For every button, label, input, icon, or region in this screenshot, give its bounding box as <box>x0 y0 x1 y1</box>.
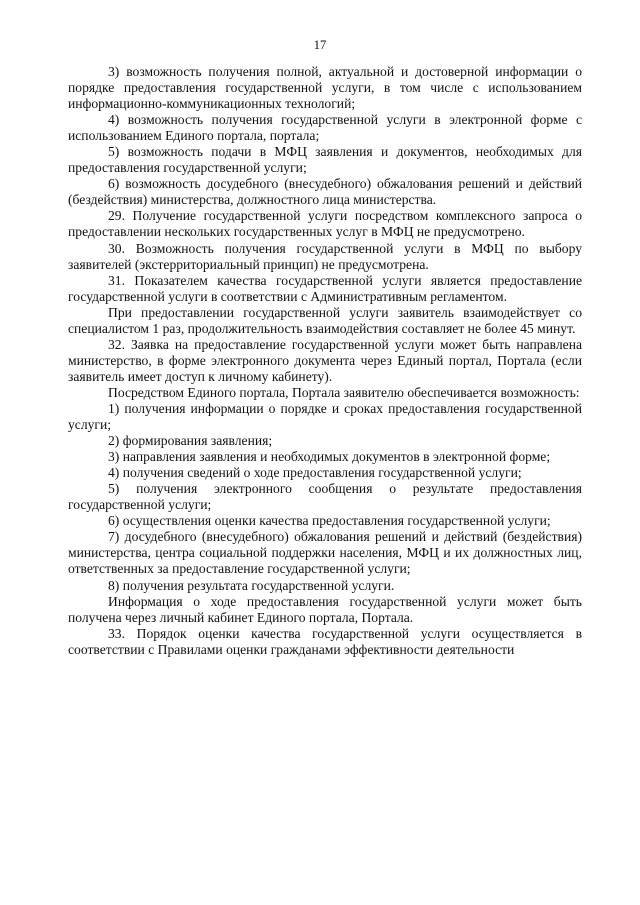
paragraph: 7) досудебного (внесудебного) обжалования решений и действий (бездействия) министерства, центра социальной поддержки населения, МФЦ и их должностных лиц, ответственных за предоставление государственной услуги; <box>68 529 582 577</box>
paragraph: 32. Заявка на предоставление государственной услуги может быть направлена министерство, в форме электронного документа через Единый портал, Портала (если заявитель имеет доступ к личному кабинету). <box>68 336 582 384</box>
paragraph: 5) возможность подачи в МФЦ заявления и документов, необходимых для предоставления государственной услуги; <box>68 144 582 176</box>
paragraph: 3) направления заявления и необходимых документов в электронной форме; <box>108 449 551 465</box>
paragraph: 30. Возможность получения государственной услуги в МФЦ по выбору заявителей (экстерриториальный принцип) не предусмотрена. <box>68 240 582 272</box>
paragraph: 3) возможность получения полной, актуальной и достоверной информации о порядке предоставления государственной услуги, в том числе с использованием информационно-коммуникационных технологий; <box>68 64 582 112</box>
paragraph: 4) получения сведений о ходе предоставления государственной услуги; <box>108 465 522 481</box>
paragraph: 31. Показателем качества государственной услуги является предоставление государственной услуги в соответствии с Административным регламентом. <box>68 272 582 304</box>
paragraph: Информация о ходе предоставления государственной услуги может быть получена через личный кабинет Единого портала, Портала. <box>68 593 582 625</box>
paragraph: Посредством Единого портала, Портала заявителю обеспечивается возможность: <box>108 384 580 400</box>
paragraph: 8) получения результата государственной услуги. <box>108 577 395 593</box>
paragraph: 33. Порядок оценки качества государственной услуги осуществляется в соответствии с Правилами оценки гражданами эффективности деятельности <box>68 625 582 657</box>
paragraph: 6) возможность досудебного (внесудебного) обжалования решений и действий (бездействия) министерства, должностного лица министерства. <box>68 176 582 208</box>
document-body <box>68 64 582 658</box>
paragraph: При предоставлении государственной услуги заявитель взаимодействует со специалистом 1 раз, продолжительность взаимодействия составляет не более 45 минут. <box>68 304 582 336</box>
paragraph: 1) получения информации о порядке и сроках предоставления государственной услуги; <box>68 400 582 433</box>
paragraph: 5) получения электронного сообщения о результате предоставления государственной услуги; <box>68 481 582 513</box>
paragraph: 6) осуществления оценки качества предоставления государственной услуги; <box>108 513 551 529</box>
paragraph: 2) формирования заявления; <box>108 433 273 449</box>
paragraph: 4) возможность получения государственной услуги в электронной форме с использованием Единого портала, портала; <box>68 112 582 144</box>
page-number: 17 <box>313 38 327 52</box>
paragraph: 29. Получение государственной услуги посредством комплексного запроса о предоставлении нескольких государственных услуг в МФЦ не предусмотрено. <box>68 208 582 240</box>
